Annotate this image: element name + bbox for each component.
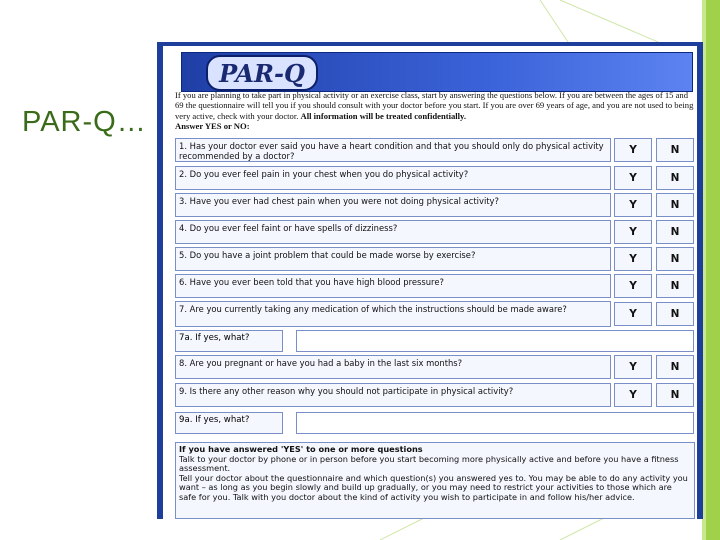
question-4: 4. Do you ever feel faint or have spells of dizziness?: [175, 220, 611, 244]
advice-heading: If you have answered 'YES' to one or more questions: [179, 444, 423, 454]
q1-yes-option[interactable]: Y: [614, 138, 652, 162]
q1-no-option[interactable]: N: [656, 138, 694, 162]
q3-yes-option[interactable]: Y: [614, 193, 652, 217]
q6-no-option[interactable]: N: [656, 274, 694, 298]
q9a-label: 9a. If yes, what?: [175, 412, 283, 434]
q9a-answer-field[interactable]: [296, 412, 694, 434]
q7-no-option[interactable]: N: [656, 302, 694, 326]
q2-yes-option[interactable]: Y: [614, 166, 652, 190]
q7a-answer-field[interactable]: [296, 330, 694, 352]
parq-form: [157, 42, 703, 519]
q3-no-option[interactable]: N: [656, 193, 694, 217]
advice-paragraph-1: Talk to your doctor by phone or in person before you start becoming more physically active and before you have a fitness assessment.: [179, 453, 679, 474]
answer-prompt: Answer YES or NO:: [175, 121, 250, 132]
q6-yes-option[interactable]: Y: [614, 274, 652, 298]
confidential-note: All information will be treated confidentially.: [300, 110, 467, 121]
q4-yes-option[interactable]: Y: [614, 220, 652, 244]
question-6: 6. Have you ever been told that you have high blood pressure?: [175, 274, 611, 298]
advice-paragraph-2: Tell your doctor about the questionnaire and which question(s) you answered yes to. You may be able to do any activity you want – as long as you begin slowly and build up gradually, or you may need to restrict your activities to those which are safe for you. Talk with you doctor about the kind of activity you wish to participate in and follow his/her advice.: [179, 472, 688, 502]
q7-yes-option[interactable]: Y: [614, 302, 652, 326]
accent-stripe: [706, 0, 720, 540]
question-7: 7. Are you currently taking any medication of which the instructions should be made aware?: [175, 301, 611, 327]
q9-no-option[interactable]: N: [656, 383, 694, 407]
q8-no-option[interactable]: N: [656, 355, 694, 379]
q8-yes-option[interactable]: Y: [614, 355, 652, 379]
q7a-label: 7a. If yes, what?: [175, 330, 283, 352]
form-header: [181, 52, 693, 92]
intro-text: If you are planning to take part in physical activity or an exercise class, start by answering the questions below. If you are between the ages of 15 and 69 the questionnaire will tell you if you should consult with your doctor before you start. If you are over 69 years of age, and you are not used to being very active, check with your doctor. All information will be treated confidentially. Answer YES or NO:: [175, 90, 694, 132]
q9-yes-option[interactable]: Y: [614, 383, 652, 407]
question-2: 2. Do you ever feel pain in your chest when you do physical activity?: [175, 166, 611, 190]
question-1: 1. Has your doctor ever said you have a heart condition and that you should only do physical activity recommended by a doctor?: [175, 138, 611, 162]
q5-no-option[interactable]: N: [656, 247, 694, 271]
question-9: 9. Is there any other reason why you should not participate in physical activity?: [175, 383, 611, 407]
question-3: 3. Have you ever had chest pain when you were not doing physical activity?: [175, 193, 611, 217]
parq-logo: PAR-Q: [206, 55, 318, 91]
q5-yes-option[interactable]: Y: [614, 247, 652, 271]
question-5: 5. Do you have a joint problem that could be made worse by exercise?: [175, 247, 611, 271]
question-8: 8. Are you pregnant or have you had a baby in the last six months?: [175, 355, 611, 379]
q4-no-option[interactable]: N: [656, 220, 694, 244]
form-body: [163, 46, 697, 519]
advice-box: [175, 442, 695, 519]
slide-title: PAR-Q…: [22, 106, 147, 138]
q2-no-option[interactable]: N: [656, 166, 694, 190]
